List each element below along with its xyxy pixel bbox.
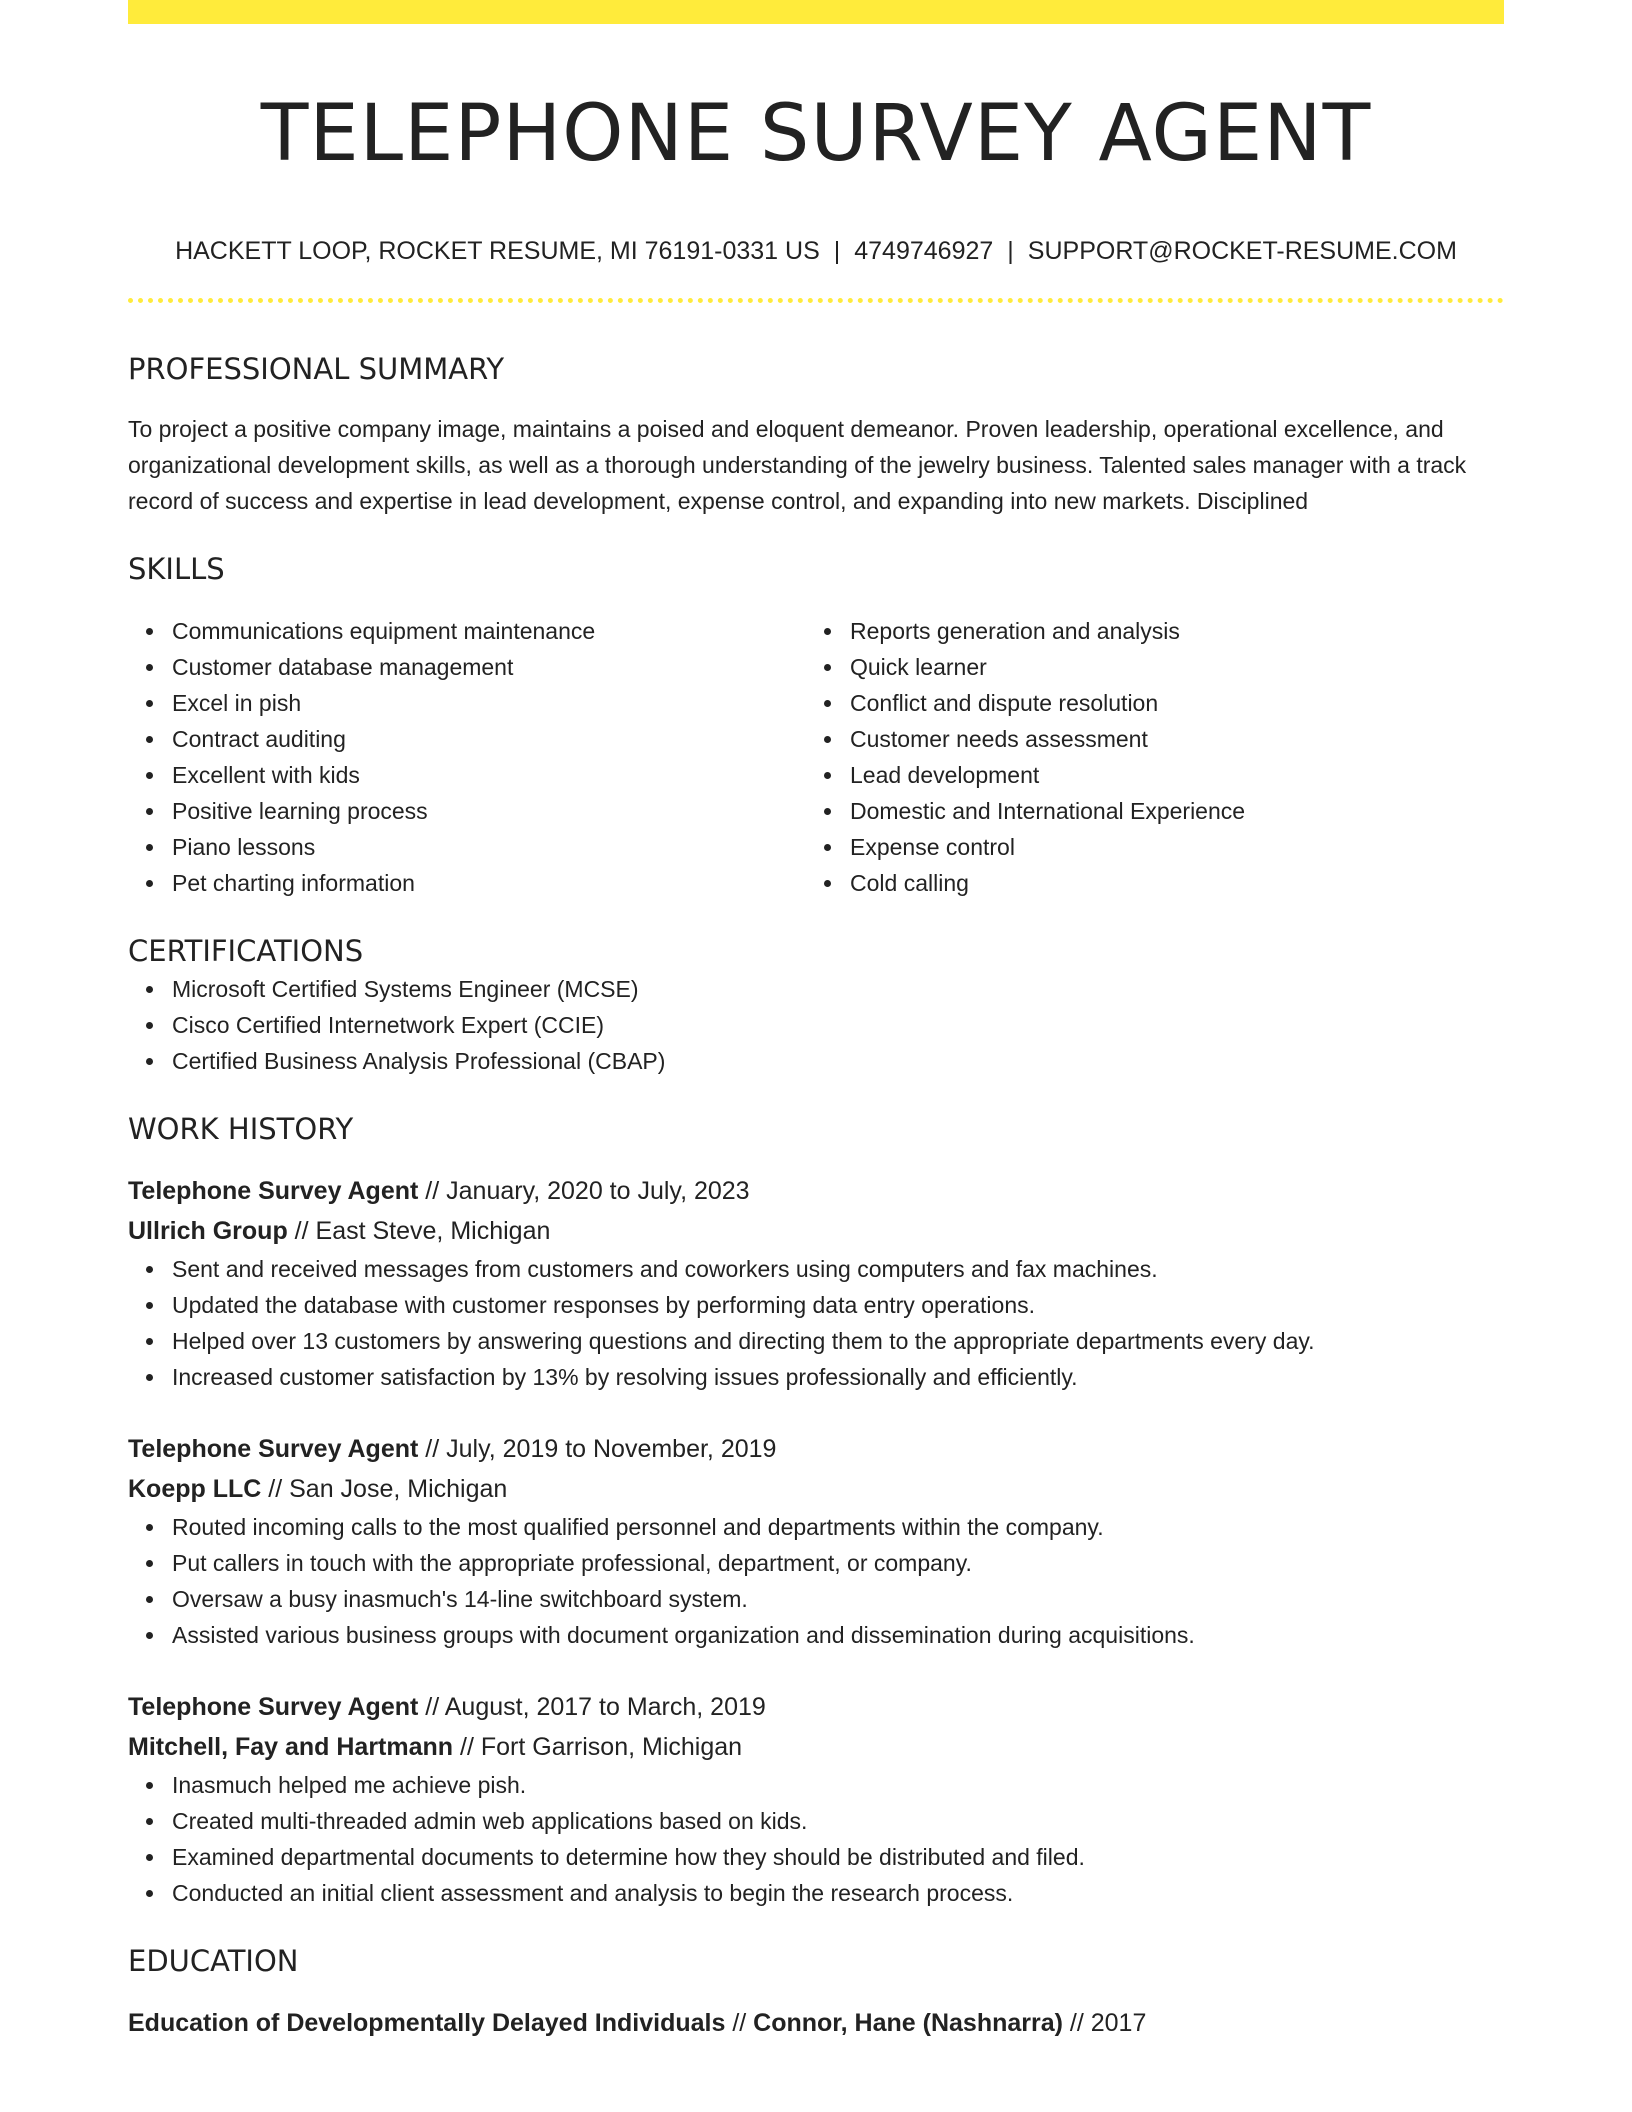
job-separator: // [418, 1435, 447, 1463]
job-separator: // [418, 1177, 447, 1205]
job-role: Telephone Survey Agent [128, 1693, 419, 1721]
skill-item: Lead development [850, 757, 1484, 793]
job-dates: July, 2019 to November, 2019 [446, 1435, 777, 1463]
skills-column-left [128, 613, 806, 901]
job-bullet: Sent and received messages from customers and coworkers using computers and fax machines. [172, 1251, 1504, 1287]
education-year: 2017 [1090, 2009, 1147, 2037]
skill-item: Piano lessons [172, 829, 806, 865]
certification-item: Microsoft Certified Systems Engineer (MCSE) [172, 971, 1504, 1007]
section-title-summary: PROFESSIONAL SUMMARY [128, 352, 505, 386]
skill-item: Pet charting information [172, 865, 806, 901]
job-bullets [128, 1509, 1504, 1653]
skills-column-right [806, 613, 1484, 901]
contact-line [128, 234, 1504, 268]
section-title-certifications: CERTIFICATIONS [128, 934, 364, 968]
section-title-education: EDUCATION [128, 1944, 299, 1978]
job-bullet: Examined departmental documents to determine how they should be distributed and filed. [172, 1839, 1504, 1875]
summary-text: To project a positive company image, maintains a poised and eloquent demeanor. Proven leadership, operational excellence, and organizational development skills, as well as a thorough understanding of the jewelry business. Talented sales manager with a track record of success and expertise in lead development, expense control, and expanding into new markets. Disciplined [128, 416, 1467, 514]
job-dates: January, 2020 to July, 2023 [446, 1177, 750, 1205]
certification-item: Certified Business Analysis Professional (CBAP) [172, 1043, 1504, 1079]
job-separator: // [287, 1217, 316, 1245]
skills-list-left [128, 613, 806, 901]
contact-email[interactable]: SUPPORT@ROCKET-RESUME.COM [1027, 237, 1457, 265]
skill-item: Customer database management [172, 649, 806, 685]
skills-grid [128, 613, 1504, 901]
job-company-line [128, 1727, 1504, 1767]
job-separator: // [453, 1733, 481, 1761]
job-bullet: Helped over 13 customers by answering questions and directing them to the appropriate departments every day. [172, 1323, 1504, 1359]
contact-phone: 4749746927 [854, 237, 994, 265]
job-company: Mitchell, Fay and Hartmann [128, 1733, 454, 1761]
skill-item: Conflict and dispute resolution [850, 685, 1484, 721]
job-company-line [128, 1211, 1504, 1251]
job-bullet: Put callers in touch with the appropriate professional, department, or company. [172, 1545, 1504, 1581]
job-bullet: Inasmuch helped me achieve pish. [172, 1767, 1504, 1803]
contact-address: HACKETT LOOP, ROCKET RESUME, MI 76191-0331 US [175, 237, 820, 265]
skills-list-right [806, 613, 1484, 901]
job-bullet: Created multi-threaded admin web applications based on kids. [172, 1803, 1504, 1839]
job-company: Ullrich Group [128, 1217, 288, 1245]
education-line [128, 2003, 1504, 2043]
job-company-line [128, 1469, 1504, 1509]
education-separator: // [1062, 2009, 1091, 2037]
job-entry [128, 1429, 1504, 1653]
skill-item: Excel in pish [172, 685, 806, 721]
education-separator: // [725, 2009, 754, 2037]
job-entry [128, 1687, 1504, 1911]
job-bullet: Increased customer satisfaction by 13% by resolving issues professionally and efficiently. [172, 1359, 1504, 1395]
job-separator: // [418, 1693, 445, 1721]
top-accent-bar [128, 0, 1504, 24]
resume-page [128, 0, 1504, 2043]
skill-item: Domestic and International Experience [850, 793, 1484, 829]
job-bullet: Updated the database with customer responses by performing data entry operations. [172, 1287, 1504, 1323]
job-dates: August, 2017 to March, 2019 [444, 1693, 766, 1721]
section-title-work-history: WORK HISTORY [128, 1112, 354, 1146]
resume-name: TELEPHONE SURVEY AGENT [260, 89, 1372, 179]
skill-item: Quick learner [850, 649, 1484, 685]
job-title-line [128, 1687, 1504, 1727]
job-bullet: Conducted an initial client assessment and analysis to begin the research process. [172, 1875, 1504, 1911]
job-location: San Jose, Michigan [289, 1475, 508, 1503]
skill-item: Cold calling [850, 865, 1484, 901]
job-bullet: Routed incoming calls to the most qualified personnel and departments within the company. [172, 1509, 1504, 1545]
skill-item: Positive learning process [172, 793, 806, 829]
skill-item: Reports generation and analysis [850, 613, 1484, 649]
skill-item: Customer needs assessment [850, 721, 1484, 757]
job-company: Koepp LLC [128, 1475, 262, 1503]
skill-item: Communications equipment maintenance [172, 613, 806, 649]
certifications-list [128, 971, 1504, 1079]
job-location: East Steve, Michigan [315, 1217, 551, 1245]
education-school: Connor, Hane (Nashnarra) [753, 2009, 1063, 2037]
contact-separator: | [833, 237, 841, 265]
job-separator: // [261, 1475, 290, 1503]
job-title-line [128, 1429, 1504, 1469]
education-degree: Education of Developmentally Delayed Individuals [128, 2009, 726, 2037]
job-entry [128, 1171, 1504, 1395]
job-role: Telephone Survey Agent [128, 1435, 419, 1463]
job-bullets [128, 1767, 1504, 1911]
job-bullet: Assisted various business groups with document organization and dissemination during acquisitions. [172, 1617, 1504, 1653]
header-divider [128, 298, 1504, 303]
section-title-skills: SKILLS [128, 552, 225, 586]
skill-item: Expense control [850, 829, 1484, 865]
job-bullets [128, 1251, 1504, 1395]
skill-item: Contract auditing [172, 721, 806, 757]
job-role: Telephone Survey Agent [128, 1177, 419, 1205]
contact-separator: | [1007, 237, 1014, 265]
certification-item: Cisco Certified Internetwork Expert (CCIE) [172, 1007, 1504, 1043]
skill-item: Excellent with kids [172, 757, 806, 793]
job-title-line [128, 1171, 1504, 1211]
job-location: Fort Garrison, Michigan [480, 1733, 743, 1761]
job-bullet: Oversaw a busy inasmuch's 14-line switchboard system. [172, 1581, 1504, 1617]
